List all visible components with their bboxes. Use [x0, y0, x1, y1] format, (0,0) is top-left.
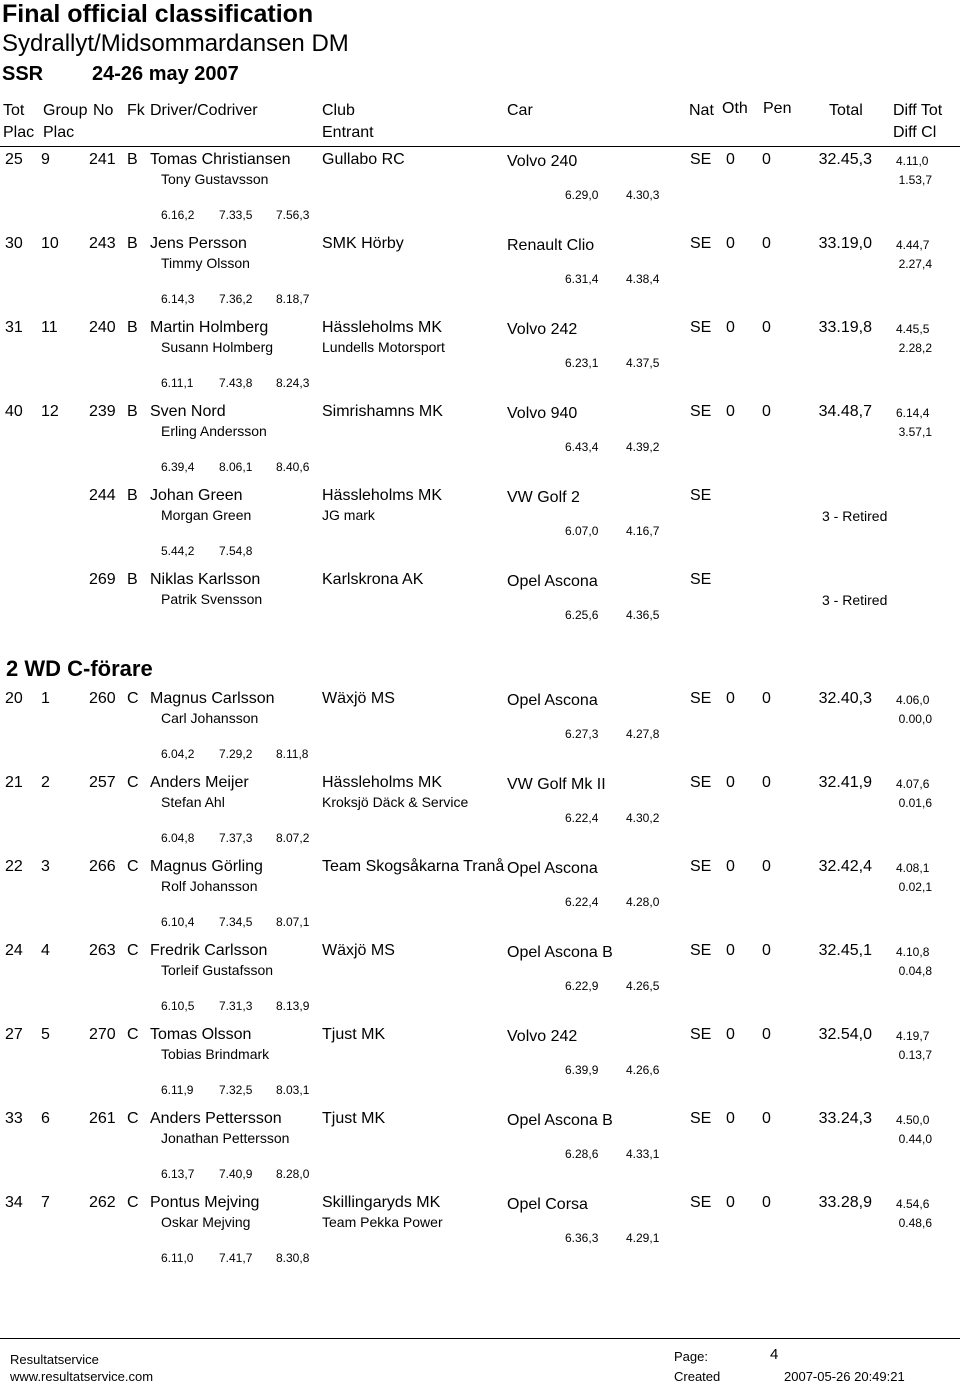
start-number: 240 — [89, 319, 116, 336]
start-number: 261 — [89, 1110, 116, 1127]
footer-page-label: Page: — [674, 1349, 708, 1364]
other-penalty: 0 — [726, 1110, 735, 1127]
club-name: SMK Hörby — [322, 235, 404, 252]
diff-total: 4.10,8 — [896, 945, 930, 959]
driver-name: Magnus Görling — [150, 858, 263, 875]
class-code: C — [127, 1110, 139, 1127]
group-place: 4 — [41, 942, 50, 959]
total-time: 33.24,3 — [818, 1110, 872, 1127]
class-code: C — [127, 1026, 139, 1043]
other-penalty: 0 — [726, 319, 735, 336]
stage-time: 6.36,3 — [565, 1231, 599, 1245]
other-penalty: 0 — [726, 235, 735, 252]
stage-time: 7.33,5 — [219, 208, 253, 222]
class-code: B — [127, 403, 138, 420]
group-place: 2 — [41, 774, 50, 791]
event-name: Sydrallyt/Midsommardansen DM — [2, 30, 349, 57]
codriver-name: Torleif Gustafsson — [161, 962, 274, 978]
nationality: SE — [690, 774, 712, 791]
diff-class: 0.02,1 — [898, 880, 932, 894]
stage-time: 7.29,2 — [219, 747, 253, 761]
nationality: SE — [690, 319, 712, 336]
diff-total: 4.50,0 — [896, 1113, 930, 1127]
driver-name: Niklas Karlsson — [150, 571, 261, 588]
nationality: SE — [690, 1110, 712, 1127]
diff-total: 4.11,0 — [896, 154, 929, 168]
codriver-name: Oskar Mejving — [161, 1214, 251, 1230]
stage-time: 6.10,5 — [161, 999, 195, 1013]
diff-class: 0.13,7 — [898, 1048, 932, 1062]
class-code: C — [127, 1194, 139, 1211]
stage-time: 6.27,3 — [565, 727, 599, 741]
codriver-name: Stefan Ahl — [161, 794, 225, 810]
stage-time: 4.27,8 — [626, 727, 660, 741]
diff-class: 1.53,7 — [898, 173, 932, 187]
diff-class: 0.00,0 — [898, 712, 932, 726]
stage-time: 6.10,4 — [161, 915, 195, 929]
nationality: SE — [690, 487, 712, 504]
stage-time: 6.39,9 — [565, 1063, 599, 1077]
stage-time: 6.39,4 — [161, 460, 195, 474]
penalty: 0 — [762, 151, 771, 168]
header-rule — [0, 146, 960, 147]
codriver-name: Tony Gustavsson — [161, 171, 269, 187]
other-penalty: 0 — [726, 942, 735, 959]
stage-time: 6.04,2 — [161, 747, 195, 761]
total-time: 32.45,1 — [818, 942, 872, 959]
car-model: Volvo 240 — [507, 153, 578, 170]
stage-time: 8.11,8 — [276, 747, 309, 761]
footer-created-value: 2007-05-26 20:49:21 — [784, 1369, 905, 1384]
codriver-name: Susann Holmberg — [161, 339, 274, 355]
stage-time: 7.41,7 — [219, 1251, 253, 1265]
car-model: VW Golf 2 — [507, 489, 580, 506]
tot-place: 30 — [5, 235, 23, 252]
col-group: Group — [43, 102, 88, 119]
footer-url[interactable]: www.resultatservice.com — [10, 1369, 154, 1384]
start-number: 266 — [89, 858, 116, 875]
col-oth: Oth — [722, 100, 748, 117]
stage-time: 4.37,5 — [626, 356, 660, 370]
car-model: VW Golf Mk II — [507, 776, 606, 793]
penalty: 0 — [762, 942, 771, 959]
group-place: 1 — [41, 690, 50, 707]
codriver-name: Tobias Brindmark — [161, 1046, 270, 1062]
tot-place: 20 — [5, 690, 23, 707]
driver-name: Martin Holmberg — [150, 319, 269, 336]
total-time: 33.19,0 — [818, 235, 872, 252]
total-time: 32.42,4 — [818, 858, 872, 875]
tot-place: 40 — [5, 403, 23, 420]
col-diff-cl: Diff Cl — [893, 124, 937, 141]
diff-total: 4.54,6 — [896, 1197, 930, 1211]
start-number: 243 — [89, 235, 116, 252]
stage-time: 4.29,1 — [626, 1231, 660, 1245]
codriver-name: Rolf Johansson — [161, 878, 258, 894]
stage-time: 4.30,2 — [626, 811, 660, 825]
nationality: SE — [690, 690, 712, 707]
stage-time: 6.22,9 — [565, 979, 599, 993]
class-code: B — [127, 151, 138, 168]
driver-name: Fredrik Carlsson — [150, 942, 268, 959]
club-name: Simrishamns MK — [322, 403, 443, 420]
class-code: B — [127, 235, 138, 252]
col-diff-tot: Diff Tot — [893, 102, 943, 119]
club-name: Hässleholms MK — [322, 487, 443, 504]
class-code: C — [127, 690, 139, 707]
driver-name: Tomas Christiansen — [150, 151, 291, 168]
stage-time: 7.37,3 — [219, 831, 253, 845]
club-name: Hässleholms MK — [322, 319, 443, 336]
start-number: 239 — [89, 403, 116, 420]
car-model: Opel Ascona B — [507, 1112, 613, 1129]
nationality: SE — [690, 235, 712, 252]
car-model: Volvo 940 — [507, 405, 578, 422]
footer-rule — [0, 1338, 960, 1339]
driver-name: Jens Persson — [150, 235, 247, 252]
group-place: 6 — [41, 1110, 50, 1127]
other-penalty: 0 — [726, 1026, 735, 1043]
driver-name: Sven Nord — [150, 403, 226, 420]
total-time: 32.54,0 — [818, 1026, 872, 1043]
diff-total: 4.44,7 — [896, 238, 930, 252]
club-name: Wäxjö MS — [322, 942, 395, 959]
codriver-name: Jonathan Pettersson — [161, 1130, 290, 1146]
penalty: 0 — [762, 235, 771, 252]
status-text: 3 - Retired — [822, 592, 888, 608]
other-penalty: 0 — [726, 858, 735, 875]
club-name: Wäxjö MS — [322, 690, 395, 707]
club-name: Skillingaryds MK — [322, 1194, 441, 1211]
stage-time: 6.29,0 — [565, 188, 599, 202]
col-driver: Driver/Codriver — [150, 102, 258, 119]
driver-name: Tomas Olsson — [150, 1026, 252, 1043]
other-penalty: 0 — [726, 774, 735, 791]
club-name: Tjust MK — [322, 1026, 386, 1043]
col-nat: Nat — [689, 102, 714, 119]
col-total: Total — [829, 102, 863, 119]
group-place: 12 — [41, 403, 59, 420]
penalty: 0 — [762, 319, 771, 336]
stage-time: 8.07,2 — [276, 831, 310, 845]
club-name: Gullabo RC — [322, 151, 405, 168]
footer-org: Resultatservice — [10, 1352, 99, 1367]
class-code: C — [127, 858, 139, 875]
col-group-plac: Plac — [43, 124, 75, 141]
tot-place: 24 — [5, 942, 23, 959]
nationality: SE — [690, 1026, 712, 1043]
stage-time: 7.36,2 — [219, 292, 253, 306]
diff-total: 4.45,5 — [896, 322, 930, 336]
col-club: Club — [322, 102, 355, 119]
penalty: 0 — [762, 690, 771, 707]
tot-place: 31 — [5, 319, 23, 336]
stage-time: 6.13,7 — [161, 1167, 195, 1181]
stage-time: 6.11,1 — [161, 376, 194, 390]
diff-class: 0.44,0 — [898, 1132, 932, 1146]
stage-time: 8.18,7 — [276, 292, 310, 306]
stage-time: 4.39,2 — [626, 440, 660, 454]
other-penalty: 0 — [726, 151, 735, 168]
stage-time: 7.40,9 — [219, 1167, 253, 1181]
stage-time: 4.26,6 — [626, 1063, 660, 1077]
stage-time: 5.44,2 — [161, 544, 195, 558]
driver-name: Magnus Carlsson — [150, 690, 275, 707]
start-number: 262 — [89, 1194, 116, 1211]
car-model: Opel Ascona B — [507, 944, 613, 961]
section-title: 2 WD C-förare — [6, 656, 153, 681]
diff-total: 6.14,4 — [896, 406, 930, 420]
stage-time: 8.28,0 — [276, 1167, 310, 1181]
group-place: 5 — [41, 1026, 50, 1043]
stage-time: 6.43,4 — [565, 440, 599, 454]
event-dates: 24-26 may 2007 — [92, 63, 239, 85]
stage-time: 6.23,1 — [565, 356, 599, 370]
diff-class: 2.28,2 — [898, 341, 932, 355]
stage-time: 6.11,9 — [161, 1083, 194, 1097]
penalty: 0 — [762, 858, 771, 875]
stage-time: 6.31,4 — [565, 272, 599, 286]
stage-time: 4.26,5 — [626, 979, 660, 993]
nationality: SE — [690, 571, 712, 588]
diff-total: 4.19,7 — [896, 1029, 930, 1043]
start-number: 241 — [89, 151, 116, 168]
driver-name: Anders Meijer — [150, 774, 249, 791]
col-pen: Pen — [763, 100, 792, 117]
group-place: 3 — [41, 858, 50, 875]
stage-time: 8.40,6 — [276, 460, 310, 474]
document-title: Final official classification — [2, 0, 314, 28]
penalty: 0 — [762, 403, 771, 420]
stage-time: 6.25,6 — [565, 608, 599, 622]
stage-time: 7.56,3 — [276, 208, 310, 222]
organizer: SSR — [2, 63, 44, 85]
car-model: Volvo 242 — [507, 321, 578, 338]
start-number: 269 — [89, 571, 116, 588]
group-place: 7 — [41, 1194, 50, 1211]
car-model: Volvo 242 — [507, 1028, 578, 1045]
nationality: SE — [690, 858, 712, 875]
class-code: C — [127, 774, 139, 791]
nationality: SE — [690, 1194, 712, 1211]
stage-time: 8.06,1 — [219, 460, 253, 474]
codriver-name: Patrik Svensson — [161, 591, 263, 607]
stage-time: 6.22,4 — [565, 895, 599, 909]
driver-name: Anders Pettersson — [150, 1110, 282, 1127]
stage-time: 6.14,3 — [161, 292, 195, 306]
car-model: Opel Ascona — [507, 692, 598, 709]
codriver-name: Carl Johansson — [161, 710, 259, 726]
stage-time: 7.54,8 — [219, 544, 253, 558]
class-code: C — [127, 942, 139, 959]
stage-time: 4.38,4 — [626, 272, 660, 286]
diff-total: 4.07,6 — [896, 777, 930, 791]
diff-total: 4.08,1 — [896, 861, 930, 875]
nationality: SE — [690, 942, 712, 959]
stage-time: 8.30,8 — [276, 1251, 310, 1265]
start-number: 257 — [89, 774, 116, 791]
club-name: Team Skogsåkarna Tranå — [322, 858, 505, 875]
diff-class: 2.27,4 — [898, 257, 932, 271]
club-name: Hässleholms MK — [322, 774, 443, 791]
stage-time: 4.28,0 — [626, 895, 660, 909]
stage-time: 4.16,7 — [626, 524, 660, 538]
penalty: 0 — [762, 774, 771, 791]
stage-time: 6.11,0 — [161, 1251, 194, 1265]
class-code: B — [127, 319, 138, 336]
footer-created-label: Created — [674, 1369, 721, 1384]
penalty: 0 — [762, 1110, 771, 1127]
stage-time: 8.13,9 — [276, 999, 310, 1013]
stage-time: 8.03,1 — [276, 1083, 310, 1097]
tot-place: 27 — [5, 1026, 23, 1043]
group-place: 11 — [41, 319, 58, 336]
diff-class: 0.01,6 — [898, 796, 932, 810]
class-code: B — [127, 487, 138, 504]
entrant-name: Team Pekka Power — [322, 1214, 443, 1230]
stage-time: 6.07,0 — [565, 524, 599, 538]
total-time: 33.28,9 — [818, 1194, 872, 1211]
footer-page-number: 4 — [770, 1346, 779, 1363]
penalty: 0 — [762, 1194, 771, 1211]
start-number: 263 — [89, 942, 116, 959]
col-fk: Fk — [127, 102, 145, 119]
driver-name: Pontus Mejving — [150, 1194, 260, 1211]
stage-time: 4.33,1 — [626, 1147, 660, 1161]
nationality: SE — [690, 151, 712, 168]
col-car: Car — [507, 102, 533, 119]
total-time: 34.48,7 — [818, 403, 872, 420]
stage-time: 7.34,5 — [219, 915, 253, 929]
col-entrant: Entrant — [322, 124, 374, 141]
stage-time: 8.24,3 — [276, 376, 310, 390]
codriver-name: Morgan Green — [161, 507, 252, 523]
diff-class: 0.48,6 — [898, 1216, 932, 1230]
total-time: 32.40,3 — [818, 690, 872, 707]
club-name: Tjust MK — [322, 1110, 386, 1127]
diff-total: 4.06,0 — [896, 693, 930, 707]
entrant-name: Lundells Motorsport — [322, 339, 445, 355]
stage-time: 7.32,5 — [219, 1083, 253, 1097]
codriver-name: Timmy Olsson — [161, 255, 250, 271]
stage-time: 6.04,8 — [161, 831, 195, 845]
stage-time: 6.16,2 — [161, 208, 195, 222]
tot-place: 22 — [5, 858, 23, 875]
tot-place: 33 — [5, 1110, 23, 1127]
other-penalty: 0 — [726, 690, 735, 707]
total-time: 32.45,3 — [818, 151, 872, 168]
stage-time: 8.07,1 — [276, 915, 310, 929]
stage-time: 7.31,3 — [219, 999, 253, 1013]
driver-name: Johan Green — [150, 487, 243, 504]
nationality: SE — [690, 403, 712, 420]
start-number: 244 — [89, 487, 116, 504]
tot-place: 34 — [5, 1194, 23, 1211]
stage-time: 4.36,5 — [626, 608, 660, 622]
car-model: Opel Ascona — [507, 860, 598, 877]
entrant-name: JG mark — [322, 507, 375, 523]
club-name: Karlskrona AK — [322, 571, 424, 588]
col-plac: Plac — [3, 124, 35, 141]
car-model: Opel Ascona — [507, 573, 598, 590]
tot-place: 25 — [5, 151, 23, 168]
status-text: 3 - Retired — [822, 508, 888, 524]
total-time: 32.41,9 — [818, 774, 872, 791]
car-model: Opel Corsa — [507, 1196, 588, 1213]
class-code: B — [127, 571, 138, 588]
codriver-name: Erling Andersson — [161, 423, 267, 439]
tot-place: 21 — [5, 774, 23, 791]
total-time: 33.19,8 — [818, 319, 872, 336]
group-place: 10 — [41, 235, 59, 252]
entrant-name: Kroksjö Däck & Service — [322, 794, 469, 810]
other-penalty: 0 — [726, 403, 735, 420]
car-model: Renault Clio — [507, 237, 595, 254]
penalty: 0 — [762, 1026, 771, 1043]
other-penalty: 0 — [726, 1194, 735, 1211]
col-tot: Tot — [3, 102, 25, 119]
group-place: 9 — [41, 151, 50, 168]
start-number: 260 — [89, 690, 116, 707]
stage-time: 7.43,8 — [219, 376, 253, 390]
start-number: 270 — [89, 1026, 116, 1043]
col-no: No — [93, 102, 114, 119]
diff-class: 0.04,8 — [898, 964, 932, 978]
stage-time: 6.22,4 — [565, 811, 599, 825]
diff-class: 3.57,1 — [898, 425, 932, 439]
stage-time: 6.28,6 — [565, 1147, 599, 1161]
stage-time: 4.30,3 — [626, 188, 660, 202]
